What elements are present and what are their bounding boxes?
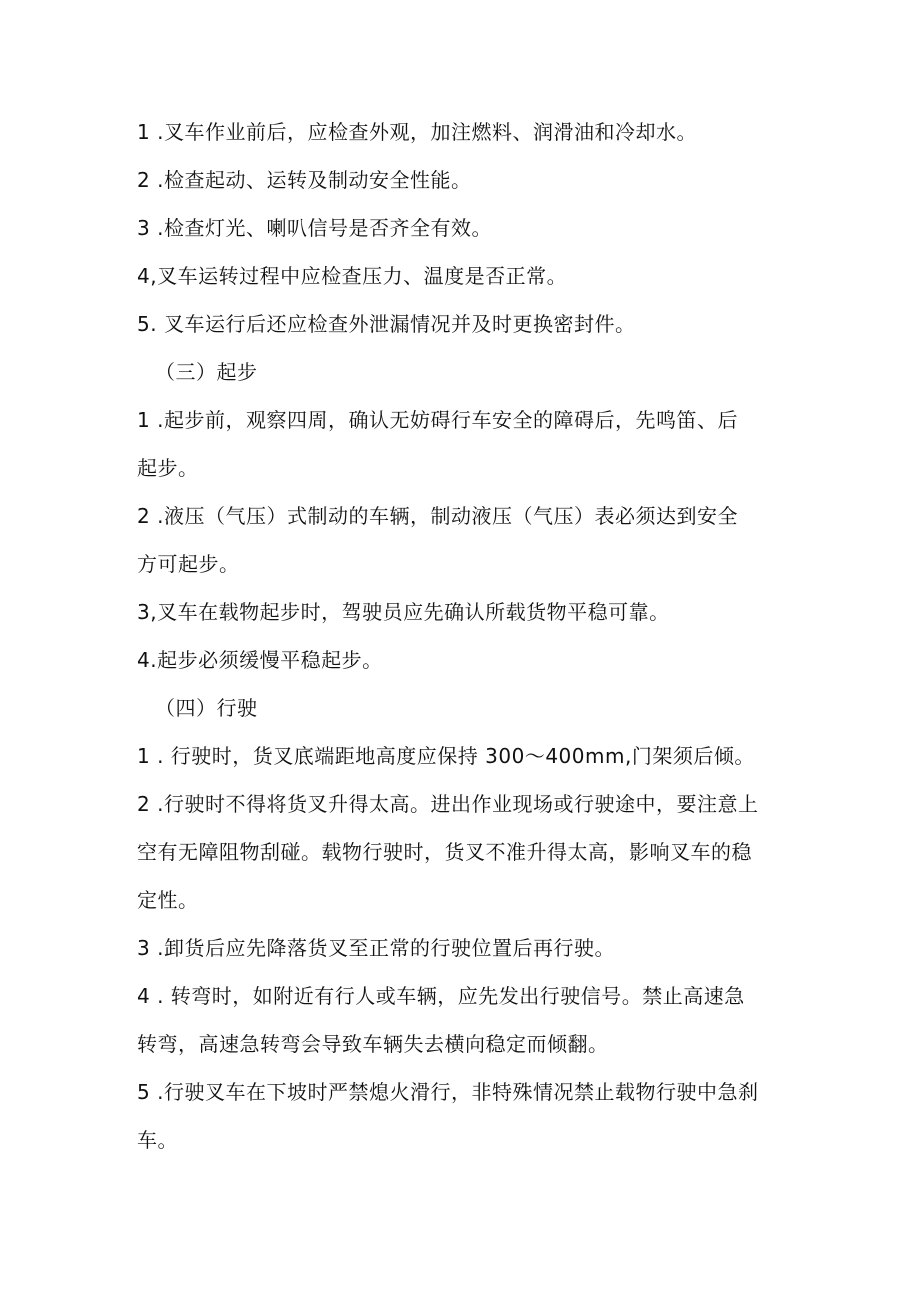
text-line: 2 .液压（气压）式制动的车辆，制动液压（气压）表必须达到安全 [137, 504, 738, 528]
document-body [137, 108, 787, 1164]
text-line: 车。 [137, 1128, 178, 1152]
paragraph-start-load-check [137, 588, 787, 636]
text-line: 1 .起步前，观察四周，确认无妨碍行车安全的障碍后，先鸣笛、后 [137, 408, 738, 432]
text-line: 1 . 行驶时，货叉底端距地高度应保持 300～400mm,门架须后倾。 [137, 744, 755, 768]
paragraph-drive-fork-not-high [137, 780, 787, 924]
text-line: 4 . 转弯时，如附近有行人或车辆，应先发出行驶信号。禁止高速急 [137, 984, 745, 1008]
text-line: 2 .检查起动、运转及制动安全性能。 [137, 168, 472, 192]
paragraph-drive-turning [137, 972, 787, 1068]
text-line: 3,叉车在载物起步时，驾驶员应先确认所载货物平稳可靠。 [137, 600, 670, 624]
paragraph-inspect-startup [137, 156, 787, 204]
text-line: 2 .行驶时不得将货叉升得太高。进出作业现场或行驶途中，要注意上 [137, 792, 759, 816]
paragraph-start-slowly [137, 636, 787, 684]
text-line: 4,叉车运转过程中应检查压力、温度是否正常。 [137, 264, 568, 288]
text-line: 转弯，高速急转弯会导致车辆失去横向稳定而倾翻。 [137, 1032, 609, 1056]
paragraph-start-brake-pressure [137, 492, 787, 588]
paragraph-inspect-lights [137, 204, 787, 252]
paragraph-inspect-pressure [137, 252, 787, 300]
section-heading-driving [137, 684, 787, 732]
paragraph-drive-after-unload [137, 924, 787, 972]
text-line: 方可起步。 [137, 552, 240, 576]
text-line: 5. 叉车运行后还应检查外泄漏情况并及时更换密封件。 [137, 312, 636, 336]
text-line: 3 .卸货后应先降落货叉至正常的行驶位置后再行驶。 [137, 936, 615, 960]
text-line: 定性。 [137, 888, 199, 912]
paragraph-drive-fork-height [137, 732, 787, 780]
paragraph-drive-downhill [137, 1068, 787, 1164]
text-line: 4.起步必须缓慢平稳起步。 [137, 648, 383, 672]
section-heading-starting [137, 348, 787, 396]
paragraph-inspect-leaks [137, 300, 787, 348]
text-line: 空有无障阻物刮碰。载物行驶时，货叉不准升得太高，影响叉车的稳 [137, 840, 752, 864]
paragraph-inspect-exterior [137, 108, 787, 156]
heading-text: （四）行驶 [155, 696, 258, 720]
heading-text: （三）起步 [155, 360, 258, 384]
text-line: 3 .检查灯光、喇叭信号是否齐全有效。 [137, 216, 492, 240]
text-line: 起步。 [137, 456, 199, 480]
paragraph-start-observe [137, 396, 787, 492]
text-line: 5 .行驶叉车在下坡时严禁熄火滑行，非特殊情况禁止载物行驶中急刹 [137, 1080, 759, 1104]
text-line: 1 .叉车作业前后，应检查外观，加注燃料、润滑油和冷却水。 [137, 120, 697, 144]
